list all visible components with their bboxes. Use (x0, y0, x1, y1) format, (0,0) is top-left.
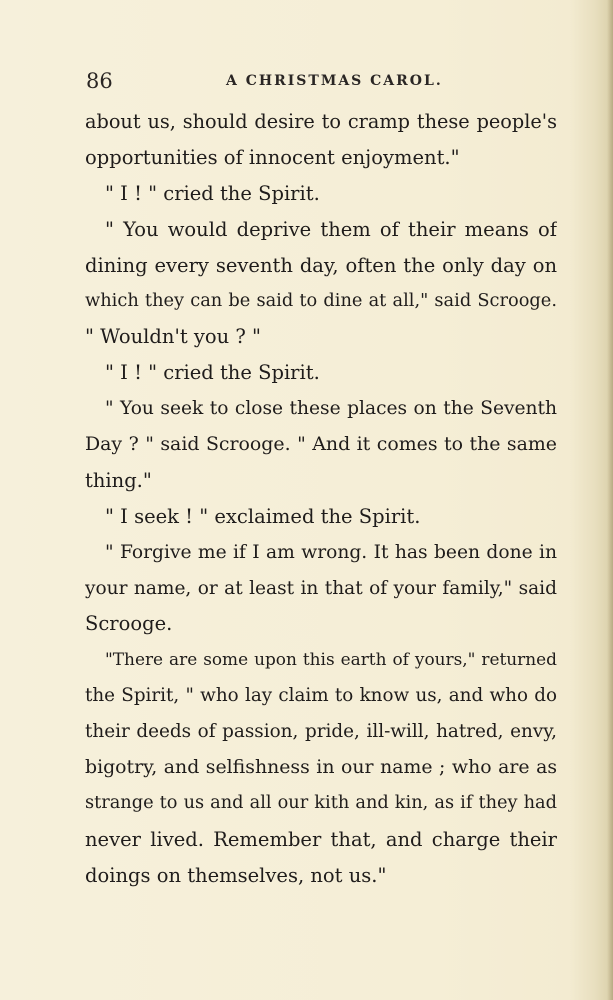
text-line: " I ! " cried the Spirit. (105, 181, 320, 205)
text-line: thing." (85, 468, 152, 492)
text-line: " You seek to close these places on the Seventh (105, 398, 557, 420)
page-number: 86 (86, 69, 113, 93)
text-line: bigotry, and selfishness in our name ; who are as (85, 756, 557, 779)
text-line: "There are some upon this earth of yours," returned (105, 649, 557, 670)
text-line: which they can be said to dine at all," said Scrooge. (85, 290, 557, 312)
book-title: A CHRISTMAS CAROL. (226, 73, 443, 89)
text-line: never lived. Remember that, and charge their (85, 827, 557, 851)
text-line: " I ! " cried the Spirit. (105, 361, 320, 385)
text-line: opportunities of innocent enjoyment." (85, 145, 460, 169)
text-line: " You would deprive them of their means of (105, 217, 557, 241)
text-line: " Forgive me if I am wrong. It has been done in (105, 541, 557, 563)
text-line: their deeds of passion, pride, ill-will, hatred, envy, (85, 721, 557, 743)
text-line: about us, should desire to cramp these people's (85, 110, 557, 133)
text-line: " Wouldn't you ? " (85, 325, 261, 349)
page-edge-shadow (607, 0, 613, 1000)
running-head (86, 66, 532, 96)
text-line: strange to us and all our kith and kin, as if they had (85, 792, 557, 813)
text-line: your name, or at least in that of your family," said (85, 577, 557, 599)
text-line: doings on themselves, not us." (85, 863, 387, 887)
text-line: Day ? " said Scrooge. " And it comes to the same (85, 433, 557, 456)
text-line: " I seek ! " exclaimed the Spirit. (105, 504, 421, 528)
body-text (85, 104, 557, 894)
text-line: the Spirit, " who lay claim to know us, and who do (85, 685, 557, 707)
text-line: dining every seventh day, often the only day on (85, 253, 557, 277)
text-line: Scrooge. (85, 612, 173, 636)
